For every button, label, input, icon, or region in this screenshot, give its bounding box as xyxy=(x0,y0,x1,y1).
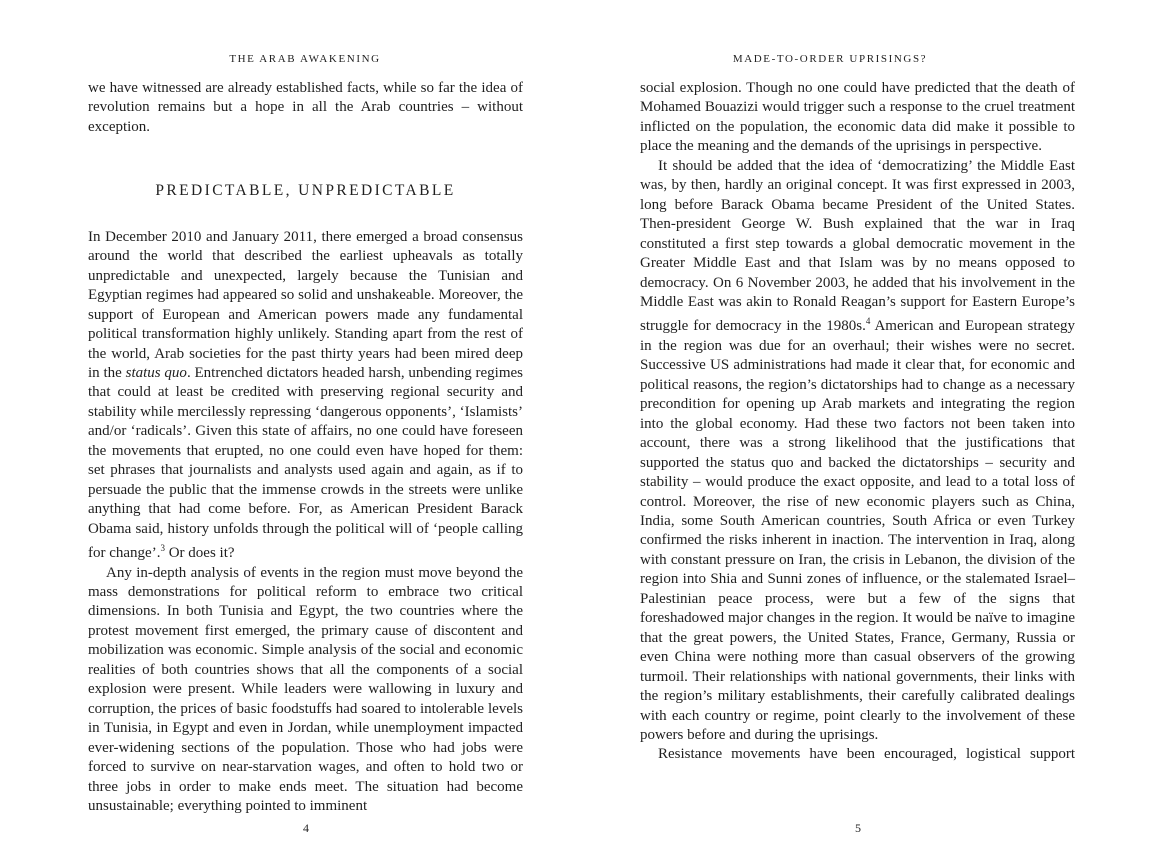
running-head-right: MADE-TO-ORDER UPRISINGS? xyxy=(732,53,928,65)
left-page-body xyxy=(88,79,523,816)
intro-paragraph: we have witnessed are already established facts, while so far the idea of revolution remains but a hope in all the Arab countries – without exception. xyxy=(88,80,523,135)
paragraph-text: Or does it? xyxy=(164,545,235,562)
body-paragraph xyxy=(88,228,523,564)
right-page-body xyxy=(640,79,1075,765)
body-paragraph: social explosion. Though no one could have predicted that the death of Mohamed Bouazizi would trigger such a response to the cruel treatment inflicted on the population, the economic data did make it possible to place the meaning and the demands of the uprisings in perspective. xyxy=(640,80,1075,155)
paragraph-text: American and European strategy in the region was due for an overhaul; their wishes were no secret. Successive US administrations had made it clear that, for economic and political reasons, the region’s dictatorships had to change as a necessary precondition for opening up Arab markets and integrating the region into the global economy. Had these two factors not been taken into account, there was a strong likelihood that the justifications that supported the status quo and backed the dictatorships – security and stability – would produce the exact opposite, and lead to a total loss of control. Moreover, the rise of new economic players such as China, India, some South American countries, South Africa or even Turkey confirmed the risks inherent in inaction. The intervention in Iraq, along with constant pressure on Iran, the crisis in Lebanon, the division of the region into Shia and Sunni zones of influence, or the stalemated Israel–Palestinian peace process, were but a few of the signs that foreshadowed major changes in the region. It would be naïve to imagine that the great powers, the United States, France, Germany, Russia or even China were nothing more than casual observers of the growing turmoil. Their relationships with national governments, their links with the region’s military establishments, their carefully calibrated dealings with each country or regime, point clearly to the involvement of these powers before and during the uprisings. xyxy=(640,318,1075,743)
page-number-left: 4 xyxy=(303,821,309,835)
italic-phrase: status quo xyxy=(125,364,187,381)
body-paragraph: Any in-depth analysis of events in the region must move beyond the mass demonstrations for political reform to embrace two critical dimensions. In both Tunisia and Egypt, the two countries where the protest movement first emerged, the primary cause of discontent and mobilization was economic. Simple analysis of the social and economic realities of both countries shows that all the components of a social explosion were present. While leaders were wallowing in luxury and corruption, the prices of basic foodstuffs had soared to intolerable levels in Tunisia, in Egypt and even in Jordan, while unemployment impacted ever-widening sections of the population. Those who had jobs were forced to survive on near-starvation wages, and often to hold two or three jobs in order to make ends meet. The situation had become unsustainable; everything pointed to imminent xyxy=(88,564,523,814)
body-paragraph xyxy=(640,157,1075,746)
paragraph-text: It should be added that the idea of ‘democratizing’ the Middle East was, by then, hardly an original concept. It was first expressed in 2003, long before Barack Obama became President of the United States. Then-president George W. Bush explained that the war in Iraq constituted a first step towards a global democratic movement in the Greater Middle East and that Islam was by no means opposed to democracy. On 6 November 2003, he added that his involvement in the Middle East was akin to Ronald Reagan’s support for Eastern Europe’s struggle for democracy in the 1980s. xyxy=(640,157,1075,335)
section-heading: PREDICTABLE, UNPREDICTABLE xyxy=(155,182,456,200)
page-number-right: 5 xyxy=(855,821,861,835)
footnote-marker: 4 xyxy=(865,316,871,327)
body-paragraph: Resistance movements have been encouraged, logistical support xyxy=(658,746,1075,763)
paragraph-text: . Entrenched dictators headed harsh, unbending regimes that could at least be credited with preserving regional security and stability while mercilessly repressing ‘dangerous opponents’, ‘Islamists’ and/or ‘radicals’. Given this state of affairs, no one could have foreseen the movements that erupted, no one could even have hoped for them: set phrases that journalists and analysts used again and again, as if to persuade the public that the immense crowds in the streets were unlike anything that had come before. For, as American President Barack Obama said, history unfolds through the political will of ‘people calling for change’. xyxy=(88,364,523,562)
footnote-marker: 3 xyxy=(160,543,165,554)
paragraph-text: In December 2010 and January 2011, there emerged a broad consensus around the world that described the earliest upheavals as totally unpredictable and unexpected, largely because the Tunisian and Egyptian regimes had appeared so solid and unshakeable. Moreover, the support of European and American powers made any fundamental political transformation highly unlikely. Standing apart from the rest of the world, Arab societies for the past thirty years had been mired deep in the xyxy=(88,228,523,381)
running-head-left: THE ARAB AWAKENING xyxy=(229,53,381,65)
right-page xyxy=(585,0,1170,851)
